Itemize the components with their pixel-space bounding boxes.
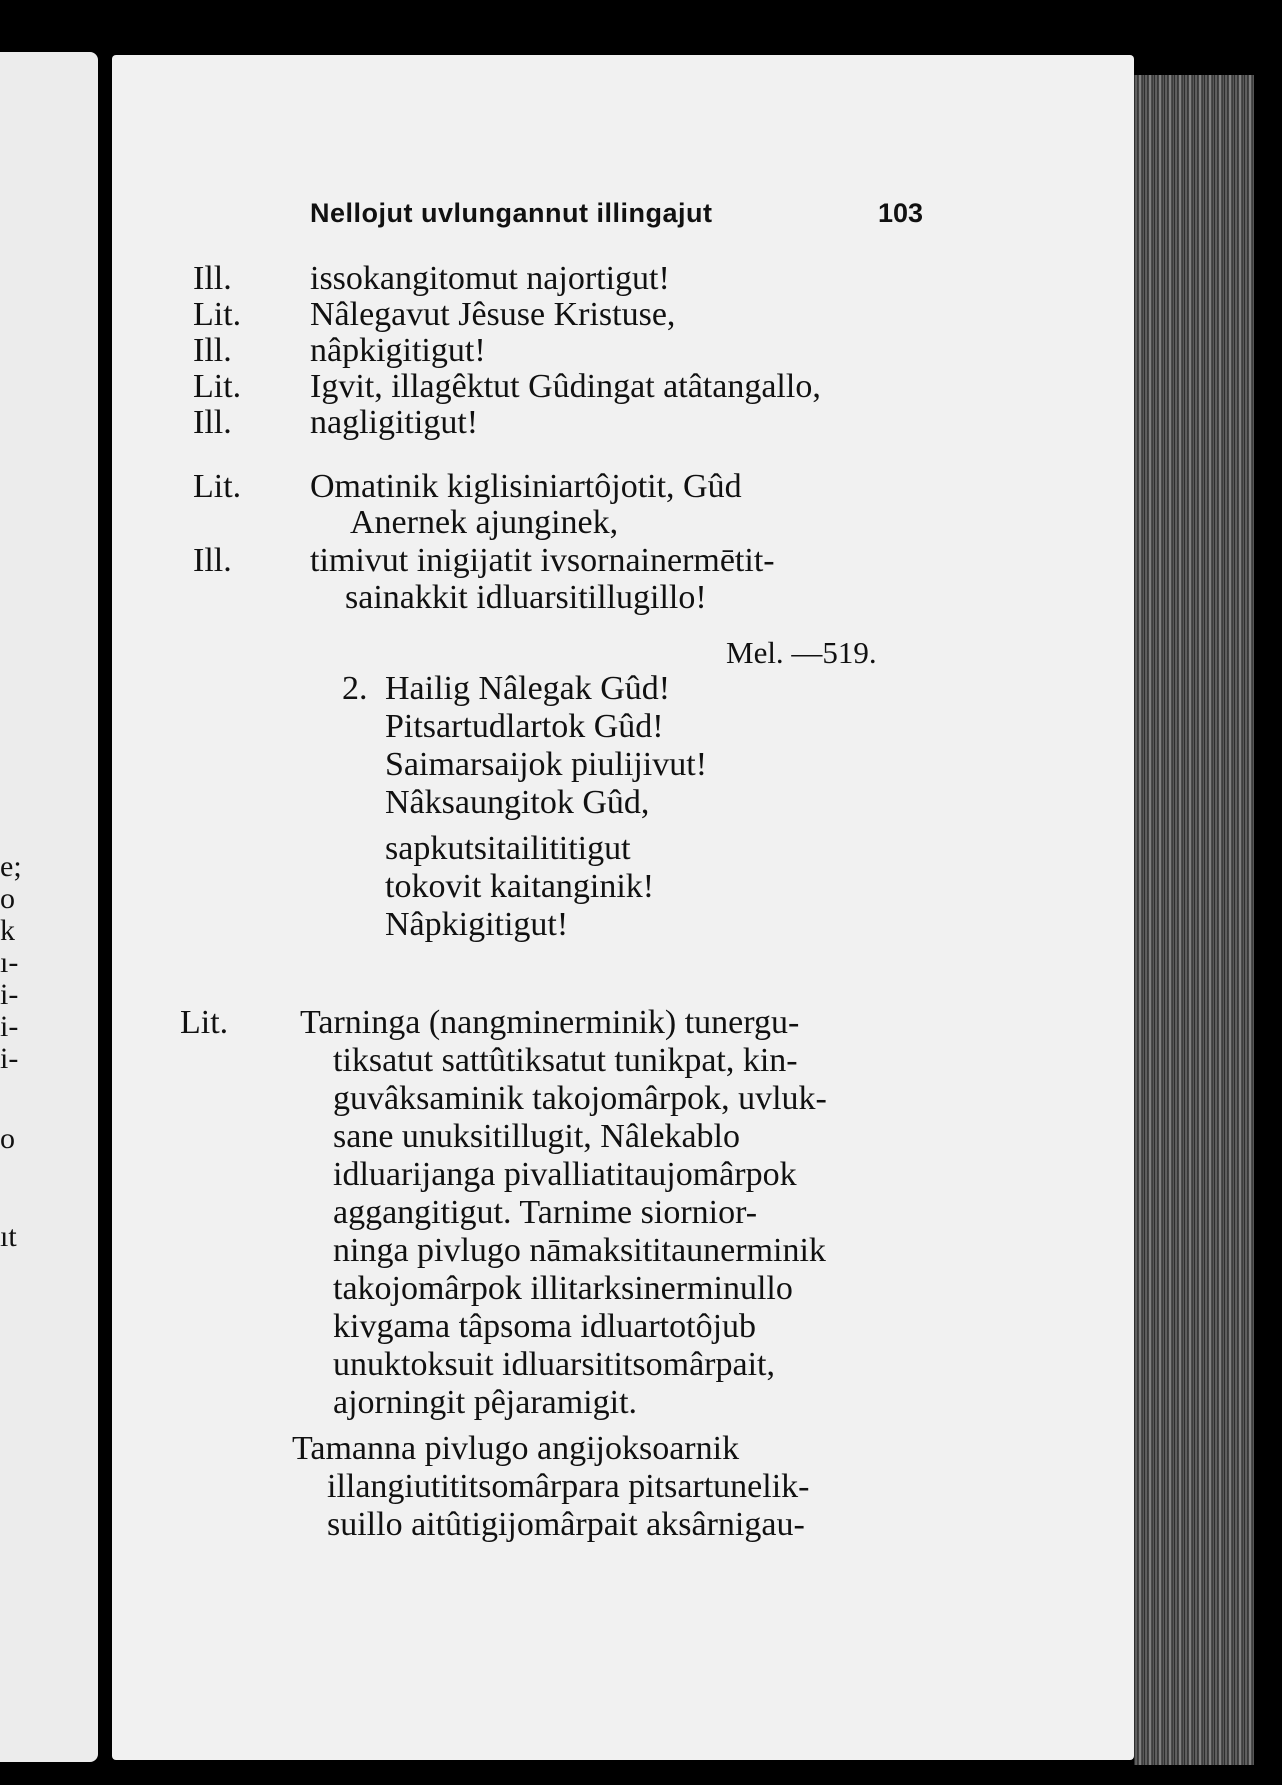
hymn-line: tokovit kaitanginik! (385, 868, 655, 905)
left-fragment: o (0, 882, 15, 915)
speaker-label: Ill. (193, 260, 232, 297)
litany-line: issokangitomut najortigut! (310, 260, 670, 297)
left-fragment: e; (0, 850, 22, 883)
litany-line: timivut inigijatit ivsornainermētit- (310, 542, 775, 579)
prayer-line: aggangitigut. Tarnime siornior- (333, 1194, 758, 1231)
prayer-line: kivgama tâpsoma idluartotôjub (333, 1308, 757, 1345)
speaker-label: Lit. (193, 296, 242, 333)
speaker-label: Ill. (193, 542, 232, 579)
prayer-line: Tarninga (nangminerminik) tunergu- (300, 1004, 800, 1041)
prayer-line: guvâksaminik takojomârpok, uvluk- (333, 1080, 827, 1117)
litany-line: Igvit, illagêktut Gûdingat atâtangallo, (310, 368, 821, 405)
prayer-line: suillo aitûtigijomârpait aksârnigau- (327, 1506, 805, 1543)
verse-number: 2. (342, 670, 368, 707)
prayer-line: ajorningit pêjaramigit. (333, 1384, 638, 1421)
melody-reference: Mel. —519. (726, 635, 877, 670)
speaker-label: Lit. (193, 368, 242, 405)
prayer-line: unuktoksuit idluarsititsomârpait, (333, 1346, 775, 1383)
page-number: 103 (878, 198, 924, 228)
page-header (310, 198, 940, 238)
hymn-line: sapkutsitailititigut (385, 830, 631, 867)
left-facing-page (0, 52, 98, 1762)
litany-line: sainakkit idluarsitillugillo! (345, 579, 707, 616)
prayer-line: idluarijanga pivalliatitaujomârpok (333, 1156, 797, 1193)
prayer-line: tiksatut sattûtiksatut tunikpat, kin- (333, 1042, 798, 1079)
left-page-fragments (0, 52, 98, 1762)
page-block-edge (1134, 75, 1254, 1765)
prayer-line: Tamanna pivlugo angijoksoarnik (292, 1430, 740, 1467)
left-fragment: ı- (0, 946, 19, 979)
left-fragment: k (0, 914, 15, 947)
prayer-line: takojomârpok illitarksinerminullo (333, 1270, 793, 1307)
left-fragment: i- (0, 978, 19, 1011)
prayer-line: illangiutititsomârpara pitsartunelik- (327, 1468, 810, 1505)
prayer-line: sane unuksitillugit, Nâlekablo (333, 1118, 740, 1155)
left-fragment: o (0, 1122, 15, 1155)
left-fragment: i- (0, 1010, 19, 1043)
hymn-line: Pitsartudlartok Gûd! (385, 708, 664, 745)
hymn-line: Nâksaungitok Gûd, (385, 784, 650, 821)
hymn-line: Hailig Nâlegak Gûd! (385, 670, 671, 707)
litany-line: nâpkigitigut! (310, 332, 486, 369)
speaker-label: Ill. (193, 404, 232, 441)
left-fragment: ıt (0, 1220, 17, 1253)
running-head: Nellojut uvlungannut illingajut (310, 198, 713, 228)
litany-line: Omatinik kiglisiniartôjotit, Gûd (310, 468, 742, 505)
prayer-line: ninga pivlugo nāmaksititaunerminik (333, 1232, 826, 1269)
litany-line: Nâlegavut Jêsuse Kristuse, (310, 296, 676, 333)
speaker-label: Lit. (193, 468, 242, 505)
left-fragment: i- (0, 1042, 19, 1075)
litany-line: Anernek ajunginek, (350, 504, 619, 541)
speaker-label: Ill. (193, 332, 232, 369)
speaker-label: Lit. (180, 1004, 229, 1041)
hymn-line: Nâpkigitigut! (385, 906, 569, 943)
litany-line: nagligitigut! (310, 404, 479, 441)
hymn-line: Saimarsaijok piulijivut! (385, 746, 708, 783)
